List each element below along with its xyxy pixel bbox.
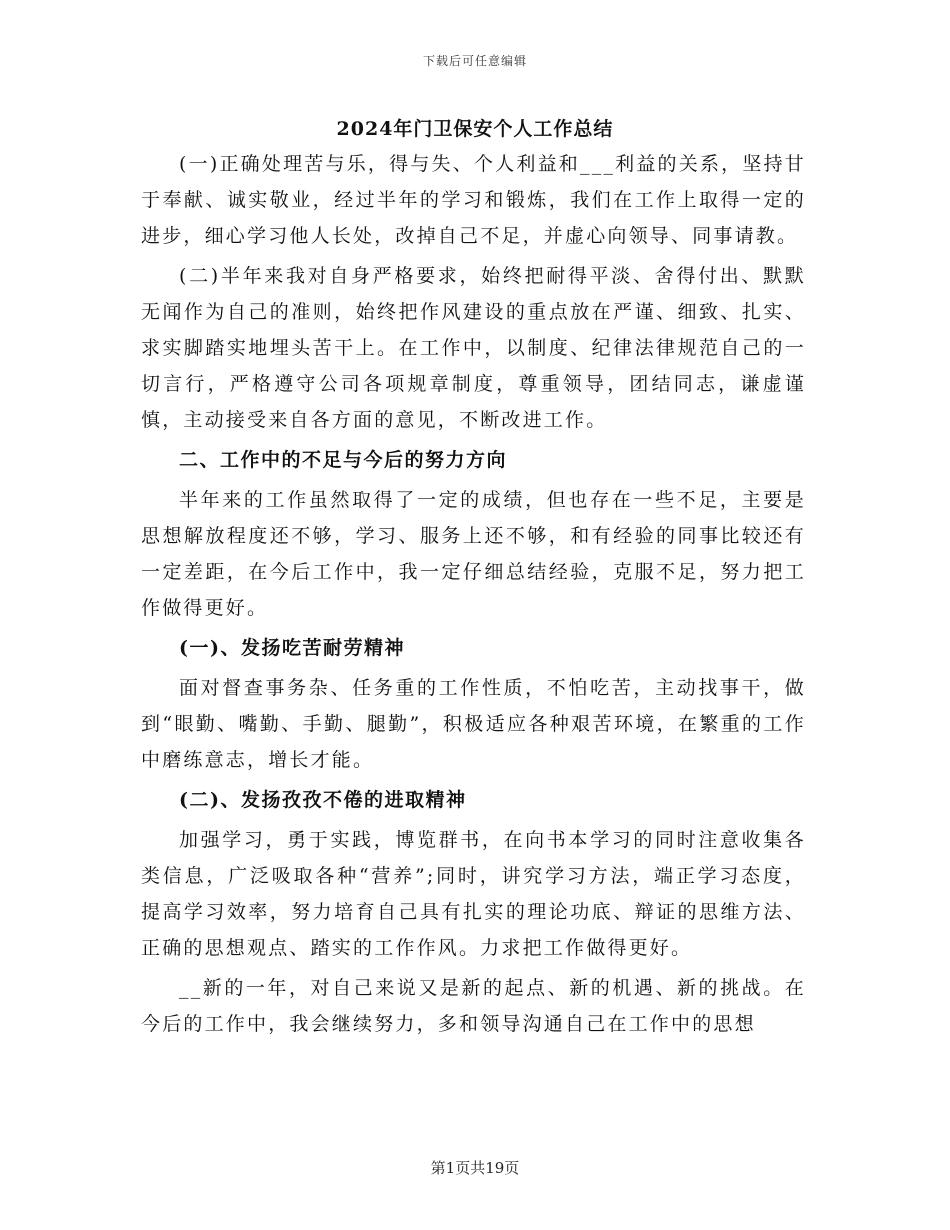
paragraph-3: 半年来的工作虽然取得了一定的成绩，但也存在一些不足，主要是思想解放程度还不够，学习、服务上还不够，和有经验的同事比较还有一定差距，在今后工作中，我一定仔细总结经验，克服不足，努力把工作做得更好。 (141, 489, 806, 619)
page-header: 下载后可任意编辑 (422, 54, 527, 68)
subsection-heading-1: (一)、发扬吃苦耐劳精神 (179, 637, 405, 659)
document-body (141, 146, 806, 1046)
document-title: 2024年门卫保安个人工作总结 (336, 118, 614, 140)
paragraph-2: (二)半年来我对自身严格要求，始终把耐得平淡、舍得付出、默默无闻作为自己的准则，始终把作风建设的重点放在严谨、细致、扎实、求实脚踏实地埋头苦干上。在工作中，以制度、纪律法律规范自己的一切言行，严格遵守公司各项规章制度，尊重领导，团结同志，谦虚谨慎，主动接受来自各方面的意见，不断改进工作。 (141, 265, 806, 431)
page-number-footer: 第1页共19页 (430, 1159, 520, 1177)
section-heading-2: 二、工作中的不足与今后的努力方向 (179, 449, 508, 471)
paragraph-5: 加强学习，勇于实践，博览群书，在向书本学习的同时注意收集各类信息，广泛吸取各种“营养”;同时，讲究学习方法，端正学习态度，提高学习效率，努力培育自己具有扎实的理论功底、辩证的思维方法、正确的思想观点、踏实的工作作风。力求把工作做得更好。 (141, 829, 806, 959)
subsection-heading-2: (二)、发扬孜孜不倦的进取精神 (179, 789, 467, 811)
paragraph-1: (一)正确处理苦与乐，得与失、个人利益和___利益的关系，坚持甘于奉献、诚实敬业，经过半年的学习和锻炼，我们在工作上取得一定的进步，细心学习他人长处，改掉自己不足，并虚心向领导、同事请教。 (141, 153, 806, 247)
paragraph-6: __新的一年，对自己来说又是新的起点、新的机遇、新的挑战。在今后的工作中，我会继续努力，多和领导沟通自己在工作中的思想 (141, 977, 806, 1035)
paragraph-4: 面对督查事务杂、任务重的工作性质，不怕吃苦，主动找事干，做到“眼勤、嘴勤、手勤、腿勤”，积极适应各种艰苦环境，在繁重的工作中磨练意志，增长才能。 (141, 677, 806, 771)
